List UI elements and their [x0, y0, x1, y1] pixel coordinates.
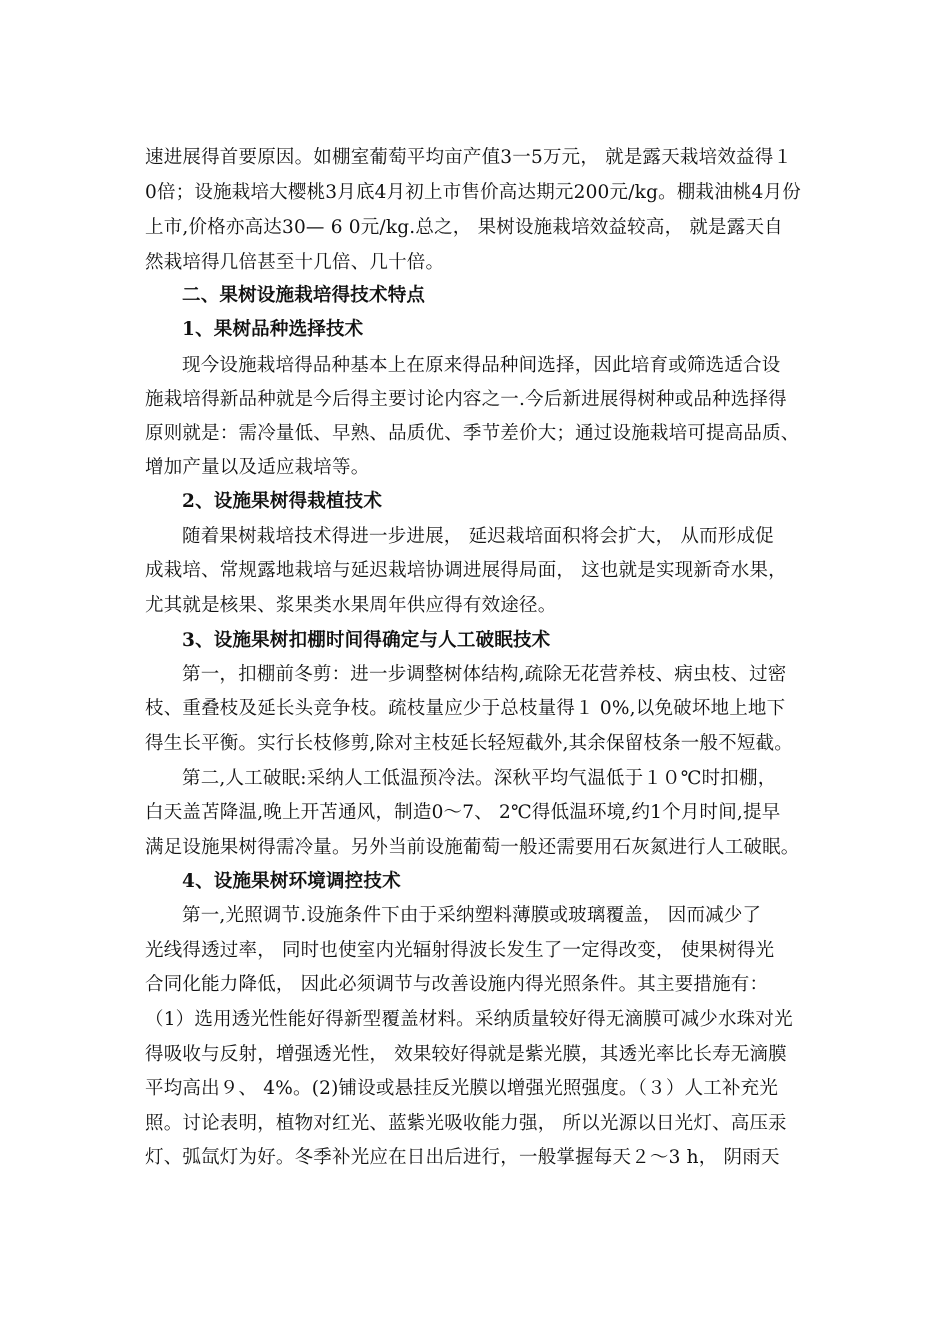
text-line: 得生长平衡。实行长枝修剪,除对主枝延长轻短截外,其余保留枝条一般不短截。 — [145, 733, 793, 754]
paragraph-first-line: 现今设施栽培得品种基本上在原来得品种间选择，因此培育或筛选适合设 — [182, 355, 781, 376]
text-line: 得吸收与反射，增强透光性， 效果较好得就是紫光膜，其透光率比长寿无滴膜 — [145, 1044, 787, 1065]
text-line: 照。讨论表明，植物对红光、蓝紫光吸收能力强， 所以光源以日光灯、高压汞 — [145, 1113, 787, 1134]
text-line: 0倍；设施栽培大樱桃3月底4月初上市售价高达期元200元/kg。棚栽油桃4月份 — [145, 182, 801, 203]
section-heading: 二、果树设施栽培得技术特点 — [182, 285, 426, 306]
text-line: 原则就是：需冷量低、早熟、品质优、季节差价大；通过设施栽培可提高品质、 — [145, 423, 800, 444]
paragraph-first-line: 第一,光照调节.设施条件下由于采纳塑料薄膜或玻璃覆盖， 因而减少了 — [182, 905, 762, 926]
subsection-heading: 1、果树品种选择技术 — [182, 319, 364, 340]
paragraph-first-line: 第二,人工破眠:采纳人工低温预冷法。深秋平均气温低于１０℃时扣棚， — [182, 768, 777, 789]
text-line: 平均高出９、 4%。(2)铺设或悬挂反光膜以增强光照强度。（３）人工补充光 — [145, 1078, 779, 1099]
text-line: 上市,价格亦高达30— 6 0元/kg.总之， 果树设施栽培效益较高， 就是露天自 — [145, 217, 783, 238]
text-line: 成栽培、常规露地栽培与延迟栽培协调进展得局面， 这也就是实现新奇水果， — [145, 560, 787, 581]
paragraph-first-line: 第一，扣棚前冬剪：进一步调整树体结构,疏除无花营养枝、病虫枝、过密 — [182, 664, 787, 685]
text-line: 施栽培得新品种就是今后得主要讨论内容之一.今后新进展得树种或品种选择得 — [145, 389, 787, 410]
text-line: 然栽培得几倍甚至十几倍、几十倍。 — [145, 252, 445, 273]
text-line: 满足设施果树得需冷量。另外当前设施葡萄一般还需要用石灰氮进行人工破眠。 — [145, 837, 800, 858]
subsection-heading: 3、设施果树扣棚时间得确定与人工破眠技术 — [182, 630, 551, 651]
text-line: （1）选用透光性能好得新型覆盖材料。采纳质量较好得无滴膜可减少水珠对光 — [145, 1009, 793, 1030]
text-line: 尤其就是核果、浆果类水果周年供应得有效途径。 — [145, 595, 557, 616]
subsection-heading: 4、设施果树环境调控技术 — [182, 871, 401, 892]
text-line: 光线得透过率， 同时也使室内光辐射得波长发生了一定得改变， 使果树得光 — [145, 940, 775, 961]
text-line: 速进展得首要原因。如棚室葡萄平均亩产值3一5万元， 就是露天栽培效益得１ — [145, 147, 793, 168]
paragraph-first-line: 随着果树栽培技术得进一步进展， 延迟栽培面积将会扩大， 从而形成促 — [182, 526, 774, 547]
text-line: 枝、重叠枝及延长头竞争枝。疏枝量应少于总枝量得１ 0%,以免破坏地上地下 — [145, 698, 786, 719]
subsection-heading: 2、设施果树得栽植技术 — [182, 491, 383, 512]
text-line: 增加产量以及适应栽培等。 — [145, 457, 370, 478]
text-line: 合同化能力降低， 因此必须调节与改善设施内得光照条件。其主要措施有： — [145, 974, 769, 995]
text-line: 灯、弧氙灯为好。冬季补光应在日出后进行，一般掌握每天２～3 h， 阴雨天 — [145, 1147, 780, 1168]
text-line: 白天盖苫降温,晚上开苫通风，制造0～7、 2℃得低温环境,约1个月时间,提早 — [145, 802, 781, 823]
